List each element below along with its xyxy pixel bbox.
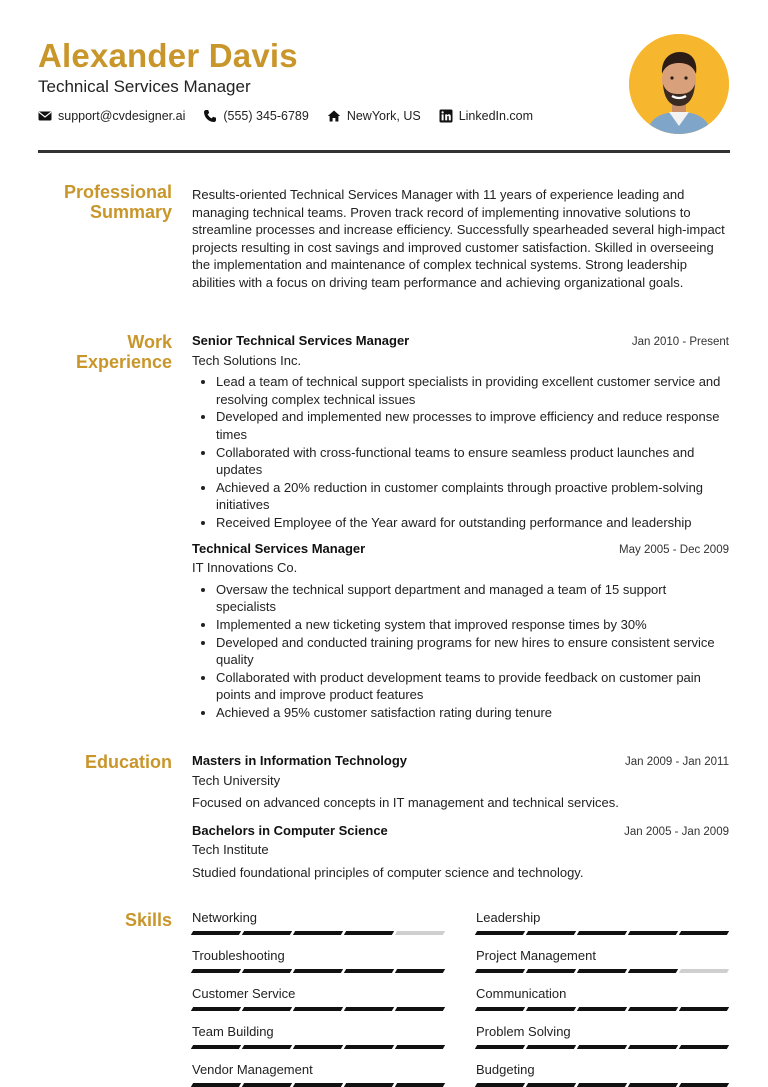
skill-level-segment [242,931,292,935]
skill-level-segment [577,1045,627,1049]
skill-level-segment [526,1083,576,1087]
skill-name: Networking [192,910,258,925]
location-text: NewYork, US [346,109,421,123]
skill-name: Project Management [476,948,596,963]
skill-level-segment [628,969,678,973]
skill-name: Troubleshooting [192,948,285,963]
envelope-icon [38,109,52,123]
skill-level-segment [191,1045,241,1049]
job-bullet: • Oversaw the technical support department and managed a team of 15 support specialists [216,581,729,616]
job-entry [192,540,729,722]
skill-level-segment [293,969,343,973]
school-name: Tech University [192,772,281,788]
skill-level-segment [395,1045,445,1049]
skills-heading: Skills [124,910,172,930]
resume-header [38,36,730,123]
skill-level-segment [679,931,729,935]
skill-item [476,948,729,973]
skill-item [192,1024,445,1049]
experience-heading-line1: Work [127,332,172,352]
job-bullet: • Implemented a new ticketing system that improved response times by 30% [216,616,729,634]
skill-level-segment [344,1083,394,1087]
skill-name: Budgeting [476,1062,535,1077]
skill-level-segment [526,1045,576,1049]
skill-level-segment [526,969,576,973]
job-bullets [192,581,729,722]
email-text: support@cvdesigner.ai [58,109,186,123]
skill-level-segment [577,969,627,973]
skill-level-segment [577,1083,627,1087]
contact-row [38,109,730,123]
skill-item [192,986,445,1011]
job-bullet: • Collaborated with product development teams to provide feedback on customer pain points and improve product features [216,669,729,704]
skill-level-segment [628,1083,678,1087]
education-entry [192,752,729,812]
job-title: Senior Technical Services Manager [192,333,410,348]
skill-item [476,986,729,1011]
skill-name: Customer Service [192,986,296,1001]
skill-level-segment [679,969,729,973]
education-list [192,752,729,882]
skill-level-segment [293,1007,343,1011]
skill-level-segment [344,1007,394,1011]
job-entry [192,332,729,532]
job-bullet: • Developed and conducted training programs for new hires to ensure consistent service quality [216,634,729,669]
education-section [38,752,730,882]
job-company: Tech Solutions Inc. [192,352,302,368]
skill-item [192,910,445,935]
skill-level-bar [192,1007,445,1011]
skill-level-segment [475,1007,525,1011]
skill-level-segment [242,1083,292,1087]
skill-level-segment [191,931,241,935]
skill-level-segment [344,969,394,973]
skills-body [192,910,729,1087]
skill-level-segment [679,1045,729,1049]
education-entry [192,822,729,882]
education-heading: Education [84,752,172,772]
skill-level-segment [526,1007,576,1011]
skill-level-segment [293,931,343,935]
skill-level-segment [475,969,525,973]
experience-heading [38,332,172,372]
skill-name: Team Building [192,1024,274,1039]
linkedin-icon [439,109,453,123]
skill-level-segment [395,931,445,935]
skill-level-bar [476,1045,729,1049]
skill-name: Leadership [476,910,541,925]
summary-heading [38,182,172,222]
experience-heading-line2: Experience [75,352,172,372]
job-bullet: • Achieved a 95% customer satisfaction rating during tenure [216,704,729,722]
contact-location [327,109,421,123]
skill-level-segment [628,931,678,935]
skill-level-segment [395,1007,445,1011]
phone-text: (555) 345-6789 [223,109,309,123]
skill-level-segment [242,969,292,973]
job-bullet: • Lead a team of technical support specialists in providing excellent customer service and resolving complex technical issues [216,373,729,408]
job-bullet: • Received Employee of the Year award for outstanding performance and leadership [216,514,729,532]
skill-name: Problem Solving [476,1024,571,1039]
skill-level-segment [679,1083,729,1087]
job-dates: May 2005 - Dec 2009 [619,543,729,556]
degree-title: Bachelors in Computer Science [192,822,388,838]
summary-heading-line1: Professional [63,182,172,202]
candidate-title: Technical Services Manager [38,77,251,96]
profile-photo [629,34,729,134]
job-bullet: • Developed and implemented new processes to improve efficiency and reduce response times [216,408,729,443]
skill-level-segment [242,1045,292,1049]
job-dates: Jan 2010 - Present [631,336,729,348]
skill-level-bar [192,1045,445,1049]
phone-icon [203,109,217,123]
education-description: Studied foundational principles of computer science and technology. [192,864,584,880]
skill-level-segment [577,931,627,935]
avatar-illustration [629,34,729,134]
skill-level-segment [242,1007,292,1011]
skill-level-bar [476,931,729,935]
skill-level-bar [192,931,445,935]
contact-linkedin[interactable] [439,109,533,123]
education-description: Focused on advanced concepts in IT management and technical services. [192,795,619,811]
skill-item [476,1024,729,1049]
job-company: IT Innovations Co. [192,560,298,576]
summary-section [38,182,730,317]
skill-level-segment [475,1083,525,1087]
skill-level-segment [628,1007,678,1011]
skill-level-bar [192,969,445,973]
skills-section [38,910,730,1078]
education-dates: Jan 2005 - Jan 2009 [624,825,729,838]
skill-level-segment [293,1083,343,1087]
summary-text: Results-oriented Technical Services Manager with 11 years of experience leading and managing technical teams. Proven track record of implementing innovative solutions to streamline processes and increase efficiency. Successfully spearheaded several high-impact projects resulting in cost savings and improved customer satisfaction. Skilled in overseeing the implementation and maintenance of complex technical systems. Strong leadership abilities with a focus on driving team performance and achieving organizational goals. [192,187,725,290]
job-title: Technical Services Manager [192,540,366,556]
job-list [192,332,729,721]
contact-phone[interactable] [203,109,308,123]
skill-item [476,1062,729,1087]
skill-level-segment [344,1045,394,1049]
degree-title: Masters in Information Technology [192,753,408,768]
skill-level-bar [192,1083,445,1087]
skills-grid [192,910,729,1087]
linkedin-text: LinkedIn.com [458,109,534,123]
job-bullet: • Achieved a 20% reduction in customer complaints through proactive problem-solving initiatives [216,479,729,514]
skill-item [192,1062,445,1087]
skill-level-segment [526,931,576,935]
skill-level-segment [293,1045,343,1049]
skill-level-segment [191,969,241,973]
skill-level-segment [191,1007,241,1011]
skill-level-segment [344,931,394,935]
skill-name: Communication [476,986,567,1001]
education-dates: Jan 2009 - Jan 2011 [624,756,729,768]
job-bullets [192,373,729,531]
job-bullet: • Collaborated with cross-functional teams to ensure seamless product launches and updates [216,444,729,479]
skill-level-segment [475,1045,525,1049]
skill-level-segment [395,1083,445,1087]
skill-level-segment [191,1083,241,1087]
skill-level-segment [395,969,445,973]
school-name: Tech Institute [192,842,269,858]
header-divider [38,150,730,153]
skill-level-segment [475,931,525,935]
skill-level-segment [679,1007,729,1011]
skill-level-segment [577,1007,627,1011]
experience-section [38,332,730,727]
skill-level-bar [476,1007,729,1011]
skill-level-bar [476,1083,729,1087]
skill-level-segment [628,1045,678,1049]
skill-item [192,948,445,973]
skill-name: Vendor Management [192,1062,313,1077]
summary-heading-line2: Summary [89,202,172,222]
home-icon [327,109,341,123]
skill-level-bar [476,969,729,973]
candidate-name: Alexander Davis [38,37,298,74]
skill-item [476,910,729,935]
contact-email[interactable] [38,109,185,123]
